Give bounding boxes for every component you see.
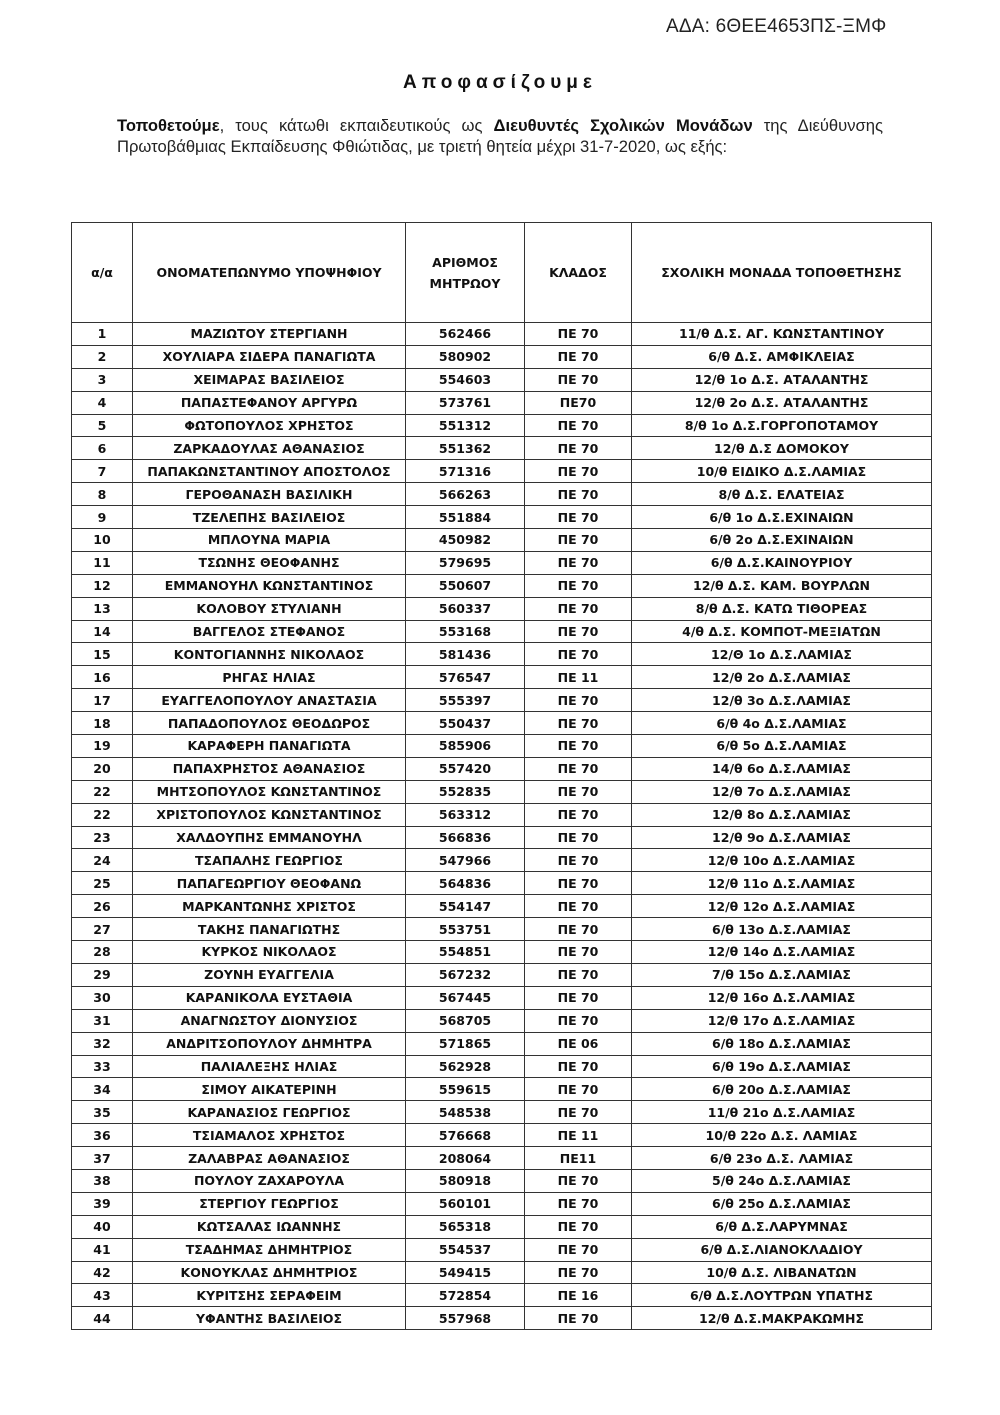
cell-school: 8/θ Δ.Σ. ΕΛΑΤΕΙΑΣ [632, 483, 932, 506]
cell-registry: 579695 [406, 551, 525, 574]
table-row [72, 1192, 932, 1215]
cell-branch: ΠΕ 70 [525, 826, 632, 849]
cell-aa: 35 [72, 1101, 133, 1124]
cell-registry: 567445 [406, 986, 525, 1009]
cell-aa: 14 [72, 620, 133, 643]
table-row [72, 597, 932, 620]
cell-registry: 557420 [406, 757, 525, 780]
cell-registry: 563312 [406, 803, 525, 826]
table-row [72, 666, 932, 689]
cell-aa: 15 [72, 643, 133, 666]
table-row [72, 1101, 932, 1124]
cell-school: 10/θ Δ.Σ. ΛΙΒΑΝΑΤΩΝ [632, 1261, 932, 1284]
cell-branch: ΠΕ 70 [525, 780, 632, 803]
table-body [72, 323, 932, 1330]
cell-name: ΠΑΠΑΚΩΝΣΤΑΝΤΙΝΟΥ ΑΠΟΣΤΟΛΟΣ [133, 460, 406, 483]
cell-branch: ΠΕ 70 [525, 460, 632, 483]
cell-aa: 22 [72, 780, 133, 803]
cell-school: 12/θ 1ο Δ.Σ. ΑΤΑΛΑΝΤΗΣ [632, 368, 932, 391]
cell-name: ΠΑΠΑΓΕΩΡΓΙΟΥ ΘΕΟΦΑΝΩ [133, 872, 406, 895]
cell-aa: 31 [72, 1009, 133, 1032]
column-header-registry [406, 223, 525, 323]
cell-name: ΚΑΡΑΦΕΡΗ ΠΑΝΑΓΙΩΤΑ [133, 735, 406, 758]
cell-name: ΚΟΛΟΒΟΥ ΣΤΥΛΙΑΝΗ [133, 597, 406, 620]
cell-registry: 551884 [406, 506, 525, 529]
cell-name: ΕΥΑΓΓΕΛΟΠΟΥΛΟΥ ΑΝΑΣΤΑΣΙΑ [133, 689, 406, 712]
table-row [72, 1078, 932, 1101]
table-row [72, 1055, 932, 1078]
cell-name: ΓΕΡΟΘΑΝΑΣΗ ΒΑΣΙΛΙΚΗ [133, 483, 406, 506]
cell-name: ΣΙΜΟΥ ΑΙΚΑΤΕΡΙΝΗ [133, 1078, 406, 1101]
cell-registry: 551362 [406, 437, 525, 460]
cell-branch: ΠΕ 70 [525, 483, 632, 506]
cell-branch: ΠΕ 70 [525, 963, 632, 986]
column-header-branch: ΚΛΑΔΟΣ [525, 223, 632, 323]
cell-registry: 559615 [406, 1078, 525, 1101]
cell-branch: ΠΕ 06 [525, 1032, 632, 1055]
table-row [72, 345, 932, 368]
table-row [72, 735, 932, 758]
page-title: Αποφασίζουμε [403, 72, 597, 93]
table-row [72, 1032, 932, 1055]
column-header-registry-line2: ΜΗΤΡΩΟΥ [429, 275, 501, 291]
ada-code: ΑΔΑ: 6ΘΕΕ4653ΠΣ-ΞΜΦ [666, 16, 887, 37]
cell-aa: 29 [72, 963, 133, 986]
placements-table [71, 222, 932, 1330]
cell-registry: 565318 [406, 1215, 525, 1238]
cell-school: 12/θ 7ο Δ.Σ.ΛΑΜΙΑΣ [632, 780, 932, 803]
cell-school: 12/θ 16ο Δ.Σ.ΛΑΜΙΑΣ [632, 986, 932, 1009]
cell-name: ΖΑΛΑΒΡΑΣ ΑΘΑΝΑΣΙΟΣ [133, 1147, 406, 1170]
cell-name: ΤΣΑΠΑΛΗΣ ΓΕΩΡΓΙΟΣ [133, 849, 406, 872]
cell-name: ΜΑΖΙΩΤΟΥ ΣΤΕΡΓΙΑΝΗ [133, 323, 406, 346]
cell-aa: 11 [72, 551, 133, 574]
table-row [72, 803, 932, 826]
cell-aa: 20 [72, 757, 133, 780]
cell-aa: 39 [72, 1192, 133, 1215]
cell-aa: 30 [72, 986, 133, 1009]
cell-name: ΤΣΑΔΗΜΑΣ ΔΗΜΗΤΡΙΟΣ [133, 1238, 406, 1261]
cell-registry: 567232 [406, 963, 525, 986]
cell-aa: 42 [72, 1261, 133, 1284]
cell-name: ΦΩΤΟΠΟΥΛΟΣ ΧΡΗΣΤΟΣ [133, 414, 406, 437]
cell-school: 6/θ Δ.Σ.ΛΑΡΥΜΝΑΣ [632, 1215, 932, 1238]
cell-aa: 36 [72, 1124, 133, 1147]
cell-school: 12/θ 12ο Δ.Σ.ΛΑΜΙΑΣ [632, 895, 932, 918]
cell-registry: 208064 [406, 1147, 525, 1170]
cell-registry: 564836 [406, 872, 525, 895]
cell-name: ΤΑΚΗΣ ΠΑΝΑΓΙΩΤΗΣ [133, 918, 406, 941]
cell-school: 6/θ Δ.Σ.ΛΙΑΝΟΚΛΑΔΙΟΥ [632, 1238, 932, 1261]
cell-registry: 551312 [406, 414, 525, 437]
table-row [72, 1238, 932, 1261]
cell-name: ΧΑΛΔΟΥΠΗΣ ΕΜΜΑΝΟΥΗΛ [133, 826, 406, 849]
cell-aa: 41 [72, 1238, 133, 1261]
table-row [72, 872, 932, 895]
intro-bold-placement: Τοποθετούμε [117, 116, 220, 135]
table-row [72, 895, 932, 918]
cell-registry: 568705 [406, 1009, 525, 1032]
cell-name: ΚΥΡΚΟΣ ΝΙΚΟΛΑΟΣ [133, 941, 406, 964]
table-row [72, 551, 932, 574]
cell-registry: 560337 [406, 597, 525, 620]
cell-school: 11/θ 21ο Δ.Σ.ΛΑΜΙΑΣ [632, 1101, 932, 1124]
cell-school: 12/θ 8ο Δ.Σ.ΛΑΜΙΑΣ [632, 803, 932, 826]
cell-branch: ΠΕ 70 [525, 551, 632, 574]
cell-registry: 550437 [406, 712, 525, 735]
cell-registry: 571865 [406, 1032, 525, 1055]
cell-registry: 554537 [406, 1238, 525, 1261]
cell-branch: ΠΕ 70 [525, 735, 632, 758]
cell-aa: 13 [72, 597, 133, 620]
cell-school: 6/θ Δ.Σ.ΚΑΙΝΟΥΡΙΟΥ [632, 551, 932, 574]
cell-name: ΜΠΛΟΥΝΑ ΜΑΡΙΑ [133, 529, 406, 552]
cell-school: 6/θ Δ.Σ. ΑΜΦΙΚΛΕΙΑΣ [632, 345, 932, 368]
cell-aa: 28 [72, 941, 133, 964]
table-row [72, 437, 932, 460]
cell-branch: ΠΕ 70 [525, 529, 632, 552]
cell-branch: ΠΕ11 [525, 1147, 632, 1170]
cell-registry: 573761 [406, 391, 525, 414]
table-row [72, 849, 932, 872]
cell-branch: ΠΕ 70 [525, 1169, 632, 1192]
table-row [72, 414, 932, 437]
cell-school: 12/θ 2ο Δ.Σ.ΛΑΜΙΑΣ [632, 666, 932, 689]
cell-name: ΜΗΤΣΟΠΟΥΛΟΣ ΚΩΝΣΤΑΝΤΙΝΟΣ [133, 780, 406, 803]
cell-school: 8/θ 1ο Δ.Σ.ΓΟΡΓΟΠΟΤΑΜΟΥ [632, 414, 932, 437]
cell-aa: 4 [72, 391, 133, 414]
cell-aa: 23 [72, 826, 133, 849]
cell-branch: ΠΕ 70 [525, 986, 632, 1009]
cell-registry: 576668 [406, 1124, 525, 1147]
cell-registry: 555397 [406, 689, 525, 712]
cell-aa: 7 [72, 460, 133, 483]
table-row [72, 1009, 932, 1032]
cell-branch: ΠΕ 70 [525, 712, 632, 735]
cell-school: 6/θ 5ο Δ.Σ.ΛΑΜΙΑΣ [632, 735, 932, 758]
table-row [72, 483, 932, 506]
table-row [72, 506, 932, 529]
cell-name: ΡΗΓΑΣ ΗΛΙΑΣ [133, 666, 406, 689]
cell-school: 6/θ 23ο Δ.Σ. ΛΑΜΙΑΣ [632, 1147, 932, 1170]
cell-registry: 560101 [406, 1192, 525, 1215]
cell-school: 6/θ 2ο Δ.Σ.ΕΧΙΝΑΙΩΝ [632, 529, 932, 552]
cell-school: 12/Θ 1ο Δ.Σ.ΛΑΜΙΑΣ [632, 643, 932, 666]
cell-school: 7/θ 15ο Δ.Σ.ΛΑΜΙΑΣ [632, 963, 932, 986]
cell-branch: ΠΕ 70 [525, 414, 632, 437]
cell-aa: 10 [72, 529, 133, 552]
cell-name: ΥΦΑΝΤΗΣ ΒΑΣΙΛΕΙΟΣ [133, 1307, 406, 1330]
cell-registry: 548538 [406, 1101, 525, 1124]
cell-school: 12/θ Δ.Σ.ΜΑΚΡΑΚΩΜΗΣ [632, 1307, 932, 1330]
cell-branch: ΠΕ 11 [525, 666, 632, 689]
cell-registry: 572854 [406, 1284, 525, 1307]
cell-branch: ΠΕ 70 [525, 1192, 632, 1215]
cell-school: 12/θ 2ο Δ.Σ. ΑΤΑΛΑΝΤΗΣ [632, 391, 932, 414]
cell-name: ΠΑΠΑΔΟΠΟΥΛΟΣ ΘΕΟΔΩΡΟΣ [133, 712, 406, 735]
cell-aa: 17 [72, 689, 133, 712]
cell-aa: 40 [72, 1215, 133, 1238]
cell-aa: 37 [72, 1147, 133, 1170]
cell-branch: ΠΕ 70 [525, 872, 632, 895]
intro-bold-role: Διευθυντές Σχολικών Μονάδων [493, 116, 753, 135]
cell-name: ΚΑΡΑΝΑΣΙΟΣ ΓΕΩΡΓΙΟΣ [133, 1101, 406, 1124]
cell-branch: ΠΕ 70 [525, 620, 632, 643]
column-header-registry-line1: ΑΡΙΘΜΟΣ [432, 254, 498, 270]
cell-school: 5/θ 24ο Δ.Σ.ΛΑΜΙΑΣ [632, 1169, 932, 1192]
cell-branch: ΠΕ 70 [525, 1009, 632, 1032]
cell-aa: 44 [72, 1307, 133, 1330]
table-row [72, 826, 932, 849]
cell-branch: ΠΕ 70 [525, 574, 632, 597]
cell-school: 6/θ 20ο Δ.Σ.ΛΑΜΙΑΣ [632, 1078, 932, 1101]
cell-school: 12/θ 9ο Δ.Σ.ΛΑΜΙΑΣ [632, 826, 932, 849]
cell-name: ΤΣΙΑΜΑΛΟΣ ΧΡΗΣΤΟΣ [133, 1124, 406, 1147]
cell-name: ΒΑΓΓΕΛΟΣ ΣΤΕΦΑΝΟΣ [133, 620, 406, 643]
cell-name: ΣΤΕΡΓΙΟΥ ΓΕΩΡΓΙΟΣ [133, 1192, 406, 1215]
cell-aa: 12 [72, 574, 133, 597]
cell-name: ΜΑΡΚΑΝΤΩΝΗΣ ΧΡΙΣΤΟΣ [133, 895, 406, 918]
cell-aa: 18 [72, 712, 133, 735]
table-row [72, 368, 932, 391]
intro-text-1: , τους κάτωθι εκπαιδευτικούς ως [219, 116, 494, 135]
cell-branch: ΠΕ 70 [525, 803, 632, 826]
table-row [72, 986, 932, 1009]
cell-branch: ΠΕ 70 [525, 643, 632, 666]
cell-aa: 9 [72, 506, 133, 529]
cell-aa: 32 [72, 1032, 133, 1055]
cell-aa: 22 [72, 803, 133, 826]
cell-school: 10/θ 22ο Δ.Σ. ΛΑΜΙΑΣ [632, 1124, 932, 1147]
column-header-school: ΣΧΟΛΙΚΗ ΜΟΝΑΔΑ ΤΟΠΟΘΕΤΗΣΗΣ [632, 223, 932, 323]
intro-text-2: της Διεύθυνσης Πρωτοβάθμιας Εκπαίδευσης Φθιώτιδας, με τριετή θητεία μέχρι 31-7-2020, ως εξής: [117, 116, 883, 156]
cell-registry: 450982 [406, 529, 525, 552]
cell-aa: 34 [72, 1078, 133, 1101]
cell-branch: ΠΕ 70 [525, 1101, 632, 1124]
cell-school: 12/θ Δ.Σ. ΚΑΜ. ΒΟΥΡΛΩΝ [632, 574, 932, 597]
cell-school: 6/θ 19ο Δ.Σ.ΛΑΜΙΑΣ [632, 1055, 932, 1078]
cell-name: ΚΑΡΑΝΙΚΟΛΑ ΕΥΣΤΑΘΙΑ [133, 986, 406, 1009]
cell-name: ΕΜΜΑΝΟΥΗΛ ΚΩΝΣΤΑΝΤΙΝΟΣ [133, 574, 406, 597]
cell-name: ΚΟΝΟΥΚΛΑΣ ΔΗΜΗΤΡΙΟΣ [133, 1261, 406, 1284]
cell-school: 12/θ 10ο Δ.Σ.ΛΑΜΙΑΣ [632, 849, 932, 872]
cell-name: ΚΥΡΙΤΣΗΣ ΣΕΡΑΦΕΙΜ [133, 1284, 406, 1307]
table-row [72, 1169, 932, 1192]
cell-name: ΤΖΕΛΕΠΗΣ ΒΑΣΙΛΕΙΟΣ [133, 506, 406, 529]
cell-name: ΖΑΡΚΑΔΟΥΛΑΣ ΑΘΑΝΑΣΙΟΣ [133, 437, 406, 460]
cell-name: ΑΝΑΓΝΩΣΤΟΥ ΔΙΟΝΥΣΙΟΣ [133, 1009, 406, 1032]
cell-registry: 580902 [406, 345, 525, 368]
cell-aa: 3 [72, 368, 133, 391]
table-row [72, 391, 932, 414]
cell-registry: 580918 [406, 1169, 525, 1192]
cell-branch: ΠΕ 70 [525, 506, 632, 529]
cell-branch: ΠΕ 70 [525, 757, 632, 780]
cell-registry: 566263 [406, 483, 525, 506]
cell-aa: 8 [72, 483, 133, 506]
cell-aa: 27 [72, 918, 133, 941]
cell-aa: 1 [72, 323, 133, 346]
table-row [72, 574, 932, 597]
cell-branch: ΠΕ 70 [525, 1215, 632, 1238]
cell-school: 6/θ 25ο Δ.Σ.ΛΑΜΙΑΣ [632, 1192, 932, 1215]
table-row [72, 529, 932, 552]
cell-aa: 25 [72, 872, 133, 895]
cell-branch: ΠΕ 70 [525, 1238, 632, 1261]
cell-branch: ΠΕ 70 [525, 437, 632, 460]
cell-registry: 571316 [406, 460, 525, 483]
cell-aa: 2 [72, 345, 133, 368]
cell-aa: 6 [72, 437, 133, 460]
cell-branch: ΠΕ 70 [525, 849, 632, 872]
cell-branch: ΠΕ 70 [525, 368, 632, 391]
cell-name: ΠΑΛΙΑΛΕΞΗΣ ΗΛΙΑΣ [133, 1055, 406, 1078]
column-header-aa: α/α [72, 223, 133, 323]
cell-registry: 554851 [406, 941, 525, 964]
cell-school: 6/θ 4ο Δ.Σ.ΛΑΜΙΑΣ [632, 712, 932, 735]
cell-branch: ΠΕ 70 [525, 1078, 632, 1101]
cell-name: ΚΩΤΣΑΛΑΣ ΙΩΑΝΝΗΣ [133, 1215, 406, 1238]
cell-registry: 554147 [406, 895, 525, 918]
cell-branch: ΠΕ 70 [525, 1307, 632, 1330]
table-header-row [72, 223, 932, 323]
table-row [72, 620, 932, 643]
cell-school: 12/θ Δ.Σ ΔΟΜΟΚΟΥ [632, 437, 932, 460]
cell-name: ΚΟΝΤΟΓΙΑΝΝΗΣ ΝΙΚΟΛΑΟΣ [133, 643, 406, 666]
cell-registry: 562928 [406, 1055, 525, 1078]
table-row [72, 689, 932, 712]
cell-registry: 576547 [406, 666, 525, 689]
cell-registry: 557968 [406, 1307, 525, 1330]
cell-branch: ΠΕ 70 [525, 1055, 632, 1078]
table-row [72, 1215, 932, 1238]
cell-branch: ΠΕ 70 [525, 597, 632, 620]
cell-branch: ΠΕ 11 [525, 1124, 632, 1147]
cell-aa: 33 [72, 1055, 133, 1078]
cell-registry: 547966 [406, 849, 525, 872]
table-row [72, 1124, 932, 1147]
cell-aa: 5 [72, 414, 133, 437]
table-row [72, 1284, 932, 1307]
cell-school: 12/θ 3ο Δ.Σ.ΛΑΜΙΑΣ [632, 689, 932, 712]
cell-registry: 553751 [406, 918, 525, 941]
cell-branch: ΠΕ 70 [525, 918, 632, 941]
table-row [72, 918, 932, 941]
cell-school: 6/θ Δ.Σ.ΛΟΥΤΡΩΝ ΥΠΑΤΗΣ [632, 1284, 932, 1307]
cell-branch: ΠΕ 70 [525, 323, 632, 346]
cell-branch: ΠΕ 70 [525, 345, 632, 368]
table-row [72, 963, 932, 986]
cell-name: ΤΣΩΝΗΣ ΘΕΟΦΑΝΗΣ [133, 551, 406, 574]
cell-school: 4/θ Δ.Σ. ΚΟΜΠΟΤ-ΜΕΞΙΑΤΩΝ [632, 620, 932, 643]
cell-registry: 553168 [406, 620, 525, 643]
cell-registry: 562466 [406, 323, 525, 346]
cell-name: ΠΑΠΑΣΤΕΦΑΝΟΥ ΑΡΓΥΡΩ [133, 391, 406, 414]
cell-aa: 26 [72, 895, 133, 918]
table-row [72, 1307, 932, 1330]
cell-school: 10/θ ΕΙΔΙΚΟ Δ.Σ.ΛΑΜΙΑΣ [632, 460, 932, 483]
table-row [72, 643, 932, 666]
cell-name: ΧΟΥΛΙΑΡΑ ΣΙΔΕΡΑ ΠΑΝΑΓΙΩΤΑ [133, 345, 406, 368]
cell-school: 12/θ 14ο Δ.Σ.ΛΑΜΙΑΣ [632, 941, 932, 964]
table-row [72, 941, 932, 964]
table-row [72, 712, 932, 735]
cell-registry: 549415 [406, 1261, 525, 1284]
cell-school: 6/θ 18ο Δ.Σ.ΛΑΜΙΑΣ [632, 1032, 932, 1055]
cell-branch: ΠΕ 16 [525, 1284, 632, 1307]
cell-aa: 43 [72, 1284, 133, 1307]
cell-aa: 38 [72, 1169, 133, 1192]
cell-name: ΖΟΥΝΗ ΕΥΑΓΓΕΛΙΑ [133, 963, 406, 986]
cell-registry: 581436 [406, 643, 525, 666]
cell-registry: 554603 [406, 368, 525, 391]
table-row [72, 757, 932, 780]
cell-branch: ΠΕ 70 [525, 895, 632, 918]
cell-school: 12/θ 11ο Δ.Σ.ΛΑΜΙΑΣ [632, 872, 932, 895]
cell-registry: 552835 [406, 780, 525, 803]
cell-school: 12/θ 17ο Δ.Σ.ΛΑΜΙΑΣ [632, 1009, 932, 1032]
cell-name: ΠΟΥΛΟΥ ΖΑΧΑΡΟΥΛΑ [133, 1169, 406, 1192]
cell-branch: ΠΕ 70 [525, 1261, 632, 1284]
table-row [72, 460, 932, 483]
cell-school: 11/θ Δ.Σ. ΑΓ. ΚΩΝΣΤΑΝΤΙΝΟΥ [632, 323, 932, 346]
intro-paragraph [117, 115, 883, 157]
cell-school: 6/θ 13ο Δ.Σ.ΛΑΜΙΑΣ [632, 918, 932, 941]
cell-branch: ΠΕ70 [525, 391, 632, 414]
table-row [72, 323, 932, 346]
table-row [72, 1261, 932, 1284]
cell-name: ΧΕΙΜΑΡΑΣ ΒΑΣΙΛΕΙΟΣ [133, 368, 406, 391]
cell-name: ΑΝΔΡΙΤΣΟΠΟΥΛΟΥ ΔΗΜΗΤΡΑ [133, 1032, 406, 1055]
cell-aa: 19 [72, 735, 133, 758]
cell-aa: 24 [72, 849, 133, 872]
cell-aa: 16 [72, 666, 133, 689]
cell-registry: 585906 [406, 735, 525, 758]
cell-name: ΧΡΙΣΤΟΠΟΥΛΟΣ ΚΩΝΣΤΑΝΤΙΝΟΣ [133, 803, 406, 826]
column-header-name: ΟΝΟΜΑΤΕΠΩΝΥΜΟ ΥΠΟΨΗΦΙΟΥ [133, 223, 406, 323]
cell-branch: ΠΕ 70 [525, 941, 632, 964]
cell-school: 8/θ Δ.Σ. ΚΑΤΩ ΤΙΘΟΡΕΑΣ [632, 597, 932, 620]
table-row [72, 1147, 932, 1170]
cell-name: ΠΑΠΑΧΡΗΣΤΟΣ ΑΘΑΝΑΣΙΟΣ [133, 757, 406, 780]
cell-branch: ΠΕ 70 [525, 689, 632, 712]
cell-registry: 566836 [406, 826, 525, 849]
cell-school: 6/θ 1ο Δ.Σ.ΕΧΙΝΑΙΩΝ [632, 506, 932, 529]
cell-registry: 550607 [406, 574, 525, 597]
table-row [72, 780, 932, 803]
cell-school: 14/θ 6ο Δ.Σ.ΛΑΜΙΑΣ [632, 757, 932, 780]
